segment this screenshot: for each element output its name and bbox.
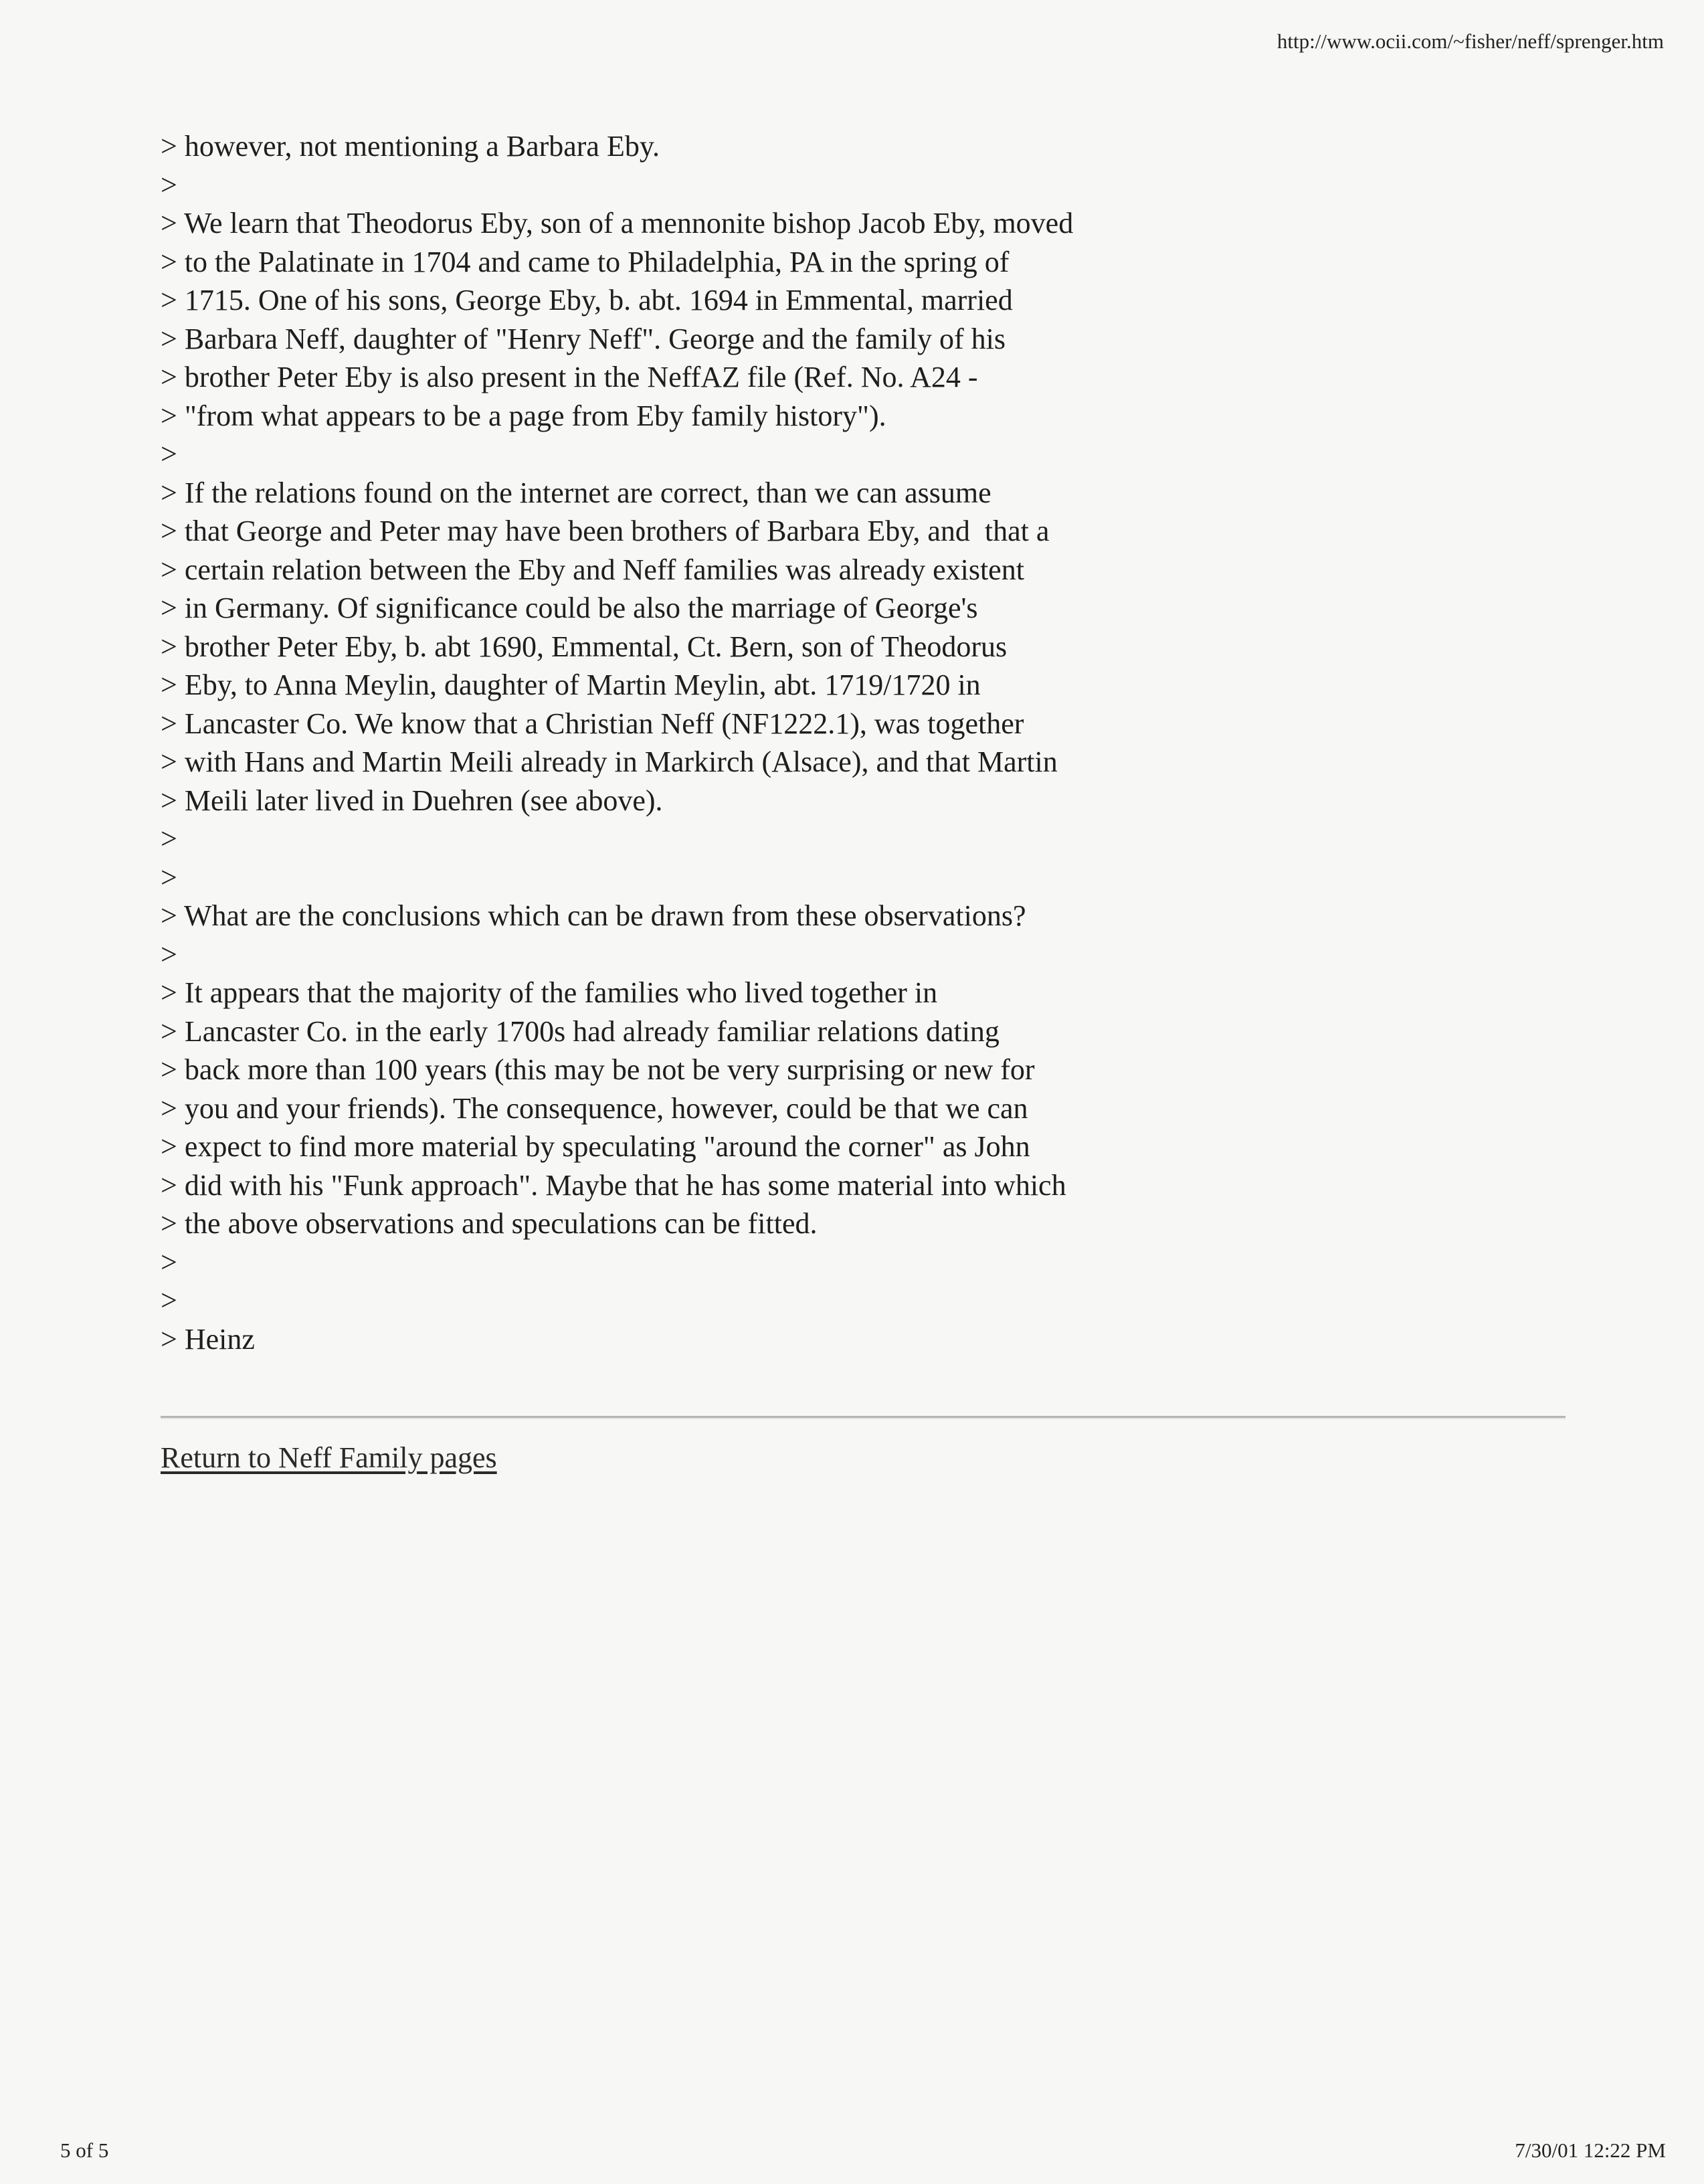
quote-line: > Lancaster Co. We know that a Christian Neff (NF1222.1), was together [161,707,1024,740]
quote-line: > We learn that Theodorus Eby, son of a mennonite bishop Jacob Eby, moved [161,207,1074,240]
quote-line: > with Hans and Martin Meili already in Markirch (Alsace), and that Martin [161,745,1058,778]
quote-line: > Meili later lived in Duehren (see above). [161,784,663,817]
quote-line: > brother Peter Eby, b. abt 1690, Emmental, Ct. Bern, son of Theodorus [161,630,1008,663]
quote-line: > What are the conclusions which can be drawn from these observations? [161,899,1026,932]
quote-line: > the above observations and speculations can be fitted. [161,1207,818,1240]
page-url: http://www.ocii.com/~fisher/neff/sprenger.htm [1276,29,1664,53]
return-to-neff-family-link[interactable]: Return to Neff Family pages [161,1441,497,1474]
quote-line: > [161,1284,177,1317]
page-number: 5 of 5 [60,2138,109,2162]
quote-line: > Eby, to Anna Meylin, daughter of Martin Meylin, abt. 1719/1720 in [161,668,981,701]
quote-line: > in Germany. Of significance could be also the marriage of George's [161,592,978,624]
quote-line: > [161,1245,177,1279]
quote-line: > [161,937,177,971]
quote-line: > that George and Peter may have been brothers of Barbara Eby, and that a [161,515,1050,547]
quote-line: > "from what appears to be a page from Eby family history"). [161,399,886,432]
quote-line: > [161,822,177,855]
quote-line: > you and your friends). The consequence, however, could be that we can [161,1091,1028,1125]
quote-line: > to the Palatinate in 1704 and came to Philadelphia, PA in the spring of [161,245,1010,278]
quote-line: > back more than 100 years (this may be not be very surprising or new for [161,1053,1035,1086]
quote-line: > expect to find more material by speculating "around the corner" as John [161,1130,1030,1163]
email-quote-body [161,127,1432,1358]
quote-line: > [161,168,177,201]
quote-line: > Lancaster Co. in the early 1700s had already familiar relations dating [161,1014,1000,1048]
quote-line: > If the relations found on the internet are correct, than we can assume [161,476,991,509]
horizontal-divider [161,1416,1566,1419]
quote-line: > [161,860,177,894]
quote-line: > certain relation between the Eby and Neff families was already existent [161,553,1024,586]
quote-line: > [161,438,177,470]
quote-line: > did with his "Funk approach". Maybe that he has some material into which [161,1168,1066,1202]
quote-line: > brother Peter Eby is also present in the NeffAZ file (Ref. No. A24 - [161,361,978,393]
print-timestamp: 7/30/01 12:22 PM [1515,2138,1666,2162]
quote-line: > Barbara Neff, daughter of "Henry Neff". George and the family of his [161,322,1006,355]
quote-line: > It appears that the majority of the families who lived together in [161,976,938,1009]
quote-line: > 1715. One of his sons, George Eby, b. abt. 1694 in Emmental, married [161,284,1013,316]
quote-line: > however, not mentioning a Barbara Eby. [161,130,660,163]
signature-line: > Heinz [161,1322,255,1356]
